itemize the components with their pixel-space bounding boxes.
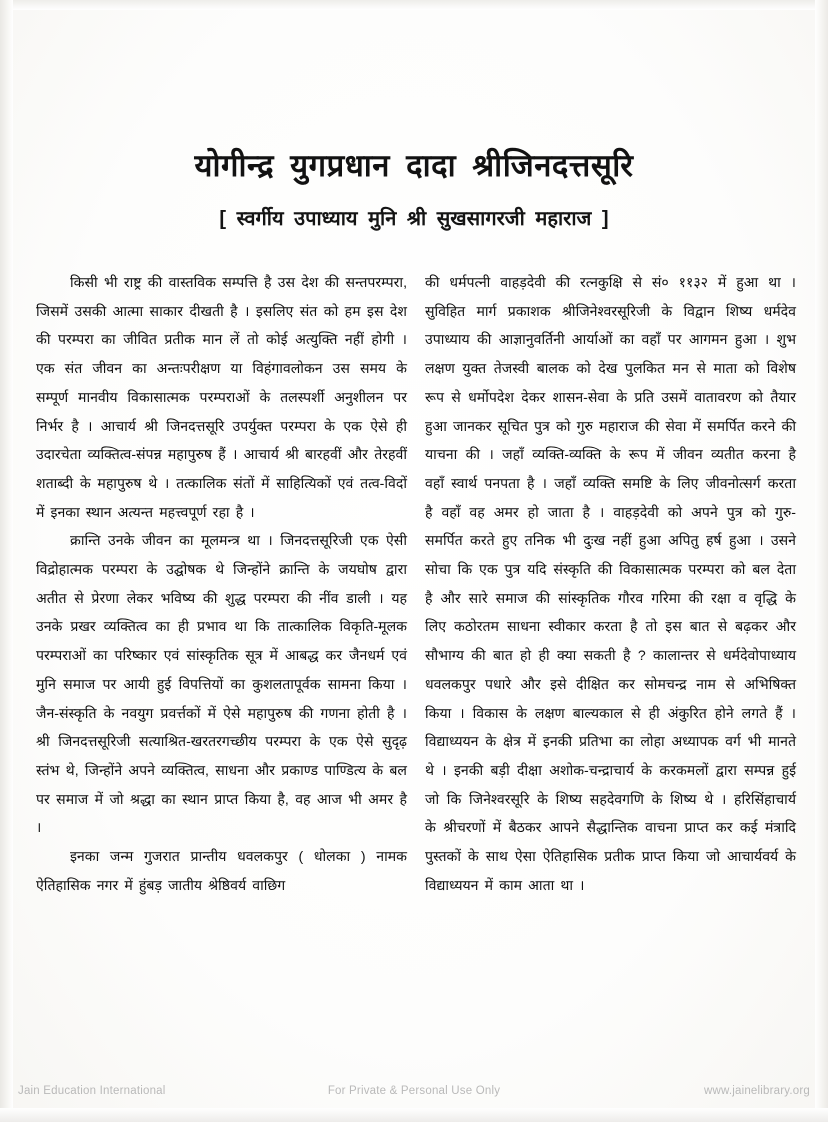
page-title: योगीन्द्र युगप्रधान दादा श्रीजिनदत्तसूरि	[194, 148, 634, 183]
page-subtitle: [ स्वर्गीय उपाध्याय मुनि श्री सुखसागरजी महाराज ]	[219, 207, 609, 230]
footer-website[interactable]: www.jainelibrary.org	[703, 1085, 810, 1097]
scan-edge-bottom	[0, 1108, 828, 1122]
body-columns	[36, 268, 796, 899]
paragraph: किसी भी राष्ट्र की वास्तविक सम्पत्ति है उस देश की सन्तपरम्परा, जिसमें उसकी आत्मा साकार दीखती है । इसलिए संत को हम इस देश की परम्परा का जीवित प्रतीक मान लें तो कोई अत्युक्ति नहीं होगी । एक संत जीवन का अन्तःपरीक्षण या विहंगावलोकन उस समय के सम्पूर्ण मानवीय विकासात्मक परम्पराओं के तलस्पर्शी अनुशीलन पर निर्भर है । आचार्य श्री जिनदत्तसूरि उपर्युक्त परम्परा के एक ऐसे ही उदारचेता व्यक्तित्व-संपन्न महापुरुष हैं । आचार्य श्री बारहवीं और तेरहवीं शताब्दी के महापुरुष थे । तत्कालिक संतों में साहित्यिकों एवं तत्व-विदों में इनका स्थान अत्यन्त महत्त्वपूर्ण रहा है ।	[36, 274, 407, 520]
paragraph: इनका जन्म गुजरात प्रान्तीय धवलकपुर ( धोलका ) नामक ऐतिहासिक नगर में हुंबड़ जातीय श्रेष्ठिवर्य वाछिग	[36, 848, 407, 893]
paragraph: क्रान्ति उनके जीवन का मूलमन्त्र था । जिनदत्तसूरिजी एक ऐसी विद्रोहात्मक परम्परा के उद्घोषक थे जिन्होंने क्रान्ति के जयघोष द्वारा अतीत से प्रेरणा लेकर भविष्य की शुद्ध परम्परा की नींव डाली । यह उनके प्रखर व्यक्तित्व का ही प्रभाव था कि तात्कालिक विकृति-मूलक परम्पराओं का परिष्कार एवं सांस्कृतिक सूत्र में आबद्ध कर जैनधर्म एवं मुनि समाज पर आयी हुई विपत्तियों का कुशलतापूर्वक सामना किया । जैन-संस्कृति के नवयुग प्रवर्त्तकों में ऐसे महापुरुष की गणना होती है । श्री जिनदत्तसूरिजी सत्याश्रित-खरतरगच्छीय परम्परा के एक ऐसे सुदृढ़ स्तंभ थे, जिन्होंने अपने व्यक्तित्व, साधना और प्रकाण्ड पाण्डित्य के बल पर समाज में जो श्रद्धा का स्थान प्राप्त किया है, वह आज भी अमर है ।	[36, 532, 407, 836]
page-footer	[0, 1082, 828, 1100]
paragraph: की धर्मपत्नी वाहड़देवी की रत्नकुक्षि से सं० ११३२ में हुआ था । सुविहित मार्ग प्रकाशक श्रीजिनेश्वरसूरिजी के विद्वान शिष्य धर्मदेव उपाध्याय की आज्ञानुवर्तिनी आर्याओं का वहाँ पर आगमन हुआ । शुभ लक्षण युक्त तेजस्वी बालक को देख पुलकित मन से माता को विशेष रूप से धर्मोपदेश देकर शासन-सेवा के प्रति उसमें वातावरण को तैयार हुआ जानकर सूचित पुत्र को गुरु महाराज की सेवा में समर्पित करने की याचना की । जहाँ व्यक्ति-व्यक्ति के रूप में जीवन व्यतीत करना है वहाँ स्वार्थ पनपता है । जहाँ व्यक्ति समष्टि के लिए जीवनोत्सर्ग करता है वहाँ वह अमर हो जाता है । वाहड़देवी को अपने पुत्र को गुरु-समर्पित करते हुए तनिक भी दुःख नहीं हुआ अपितु हर्ष हुआ । उसने सोचा कि एक पुत्र यदि संस्कृति की विकासात्मक परम्परा को बल देता है और सारे समाज की सांस्कृतिक गौरव गरिमा की रक्षा व वृद्धि के लिए कठोरतम साधना स्वीकार करता है तो इस बात से बढ़कर और सौभाग्य की बात हो ही क्या सकती है ? कालान्तर से धर्मदेवोपाध्याय धवलकपुर पधारे और इसे दीक्षित कर सोमचन्द्र नाम से अभिषिक्त किया । विकास के लक्षण बाल्यकाल से ही अंकुरित होने लगते हैं । विद्याध्ययन के क्षेत्र में इनकी प्रतिभा का लोहा अध्यापक वर्ग भी मानते थे । इनकी बड़ी दीक्षा अशोक-चन्द्राचार्य के करकमलों द्वारा सम्पन्न हुई जो कि जिनेश्वरसूरि के शिष्य सहदेवगणि के शिष्य थे । हरिसिंहाचार्य के श्रीचरणों में बैठकर आपने सैद्धान्तिक वाचना प्राप्त कर कई मंत्रादि पुस्तकों के साथ ऐसा ऐतिहासिक प्रतीक प्राप्त किया जो आचार्यवर्य के विद्याध्ययन में काम आता था ।	[425, 274, 796, 893]
footer-publisher: Jain Education International	[18, 1085, 166, 1097]
scan-edge-top	[0, 0, 828, 10]
footer-usage-notice: For Private & Personal Use Only	[327, 1085, 501, 1097]
page-header	[0, 148, 828, 231]
left-text-column	[36, 268, 407, 899]
right-text-column	[425, 268, 796, 899]
